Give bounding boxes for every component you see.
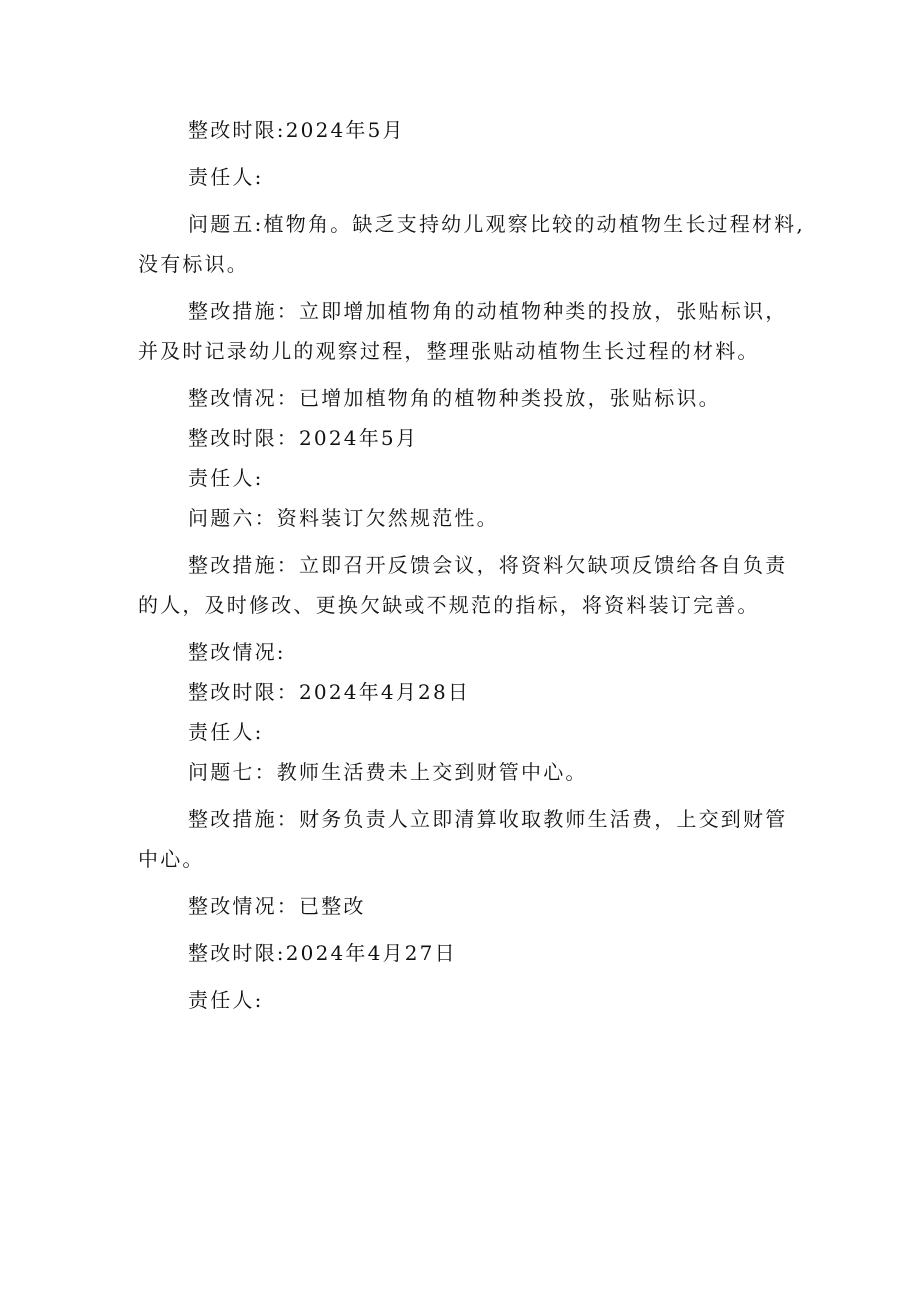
status-line: 整改情况：已整改 <box>188 894 366 918</box>
issue-five-continuation: 没有标识。 <box>138 252 249 276</box>
issue-seven-line: 问题七：教师生活费未上交到财管中心。 <box>188 760 588 784</box>
responsible-person-line: 责任人: <box>188 165 264 189</box>
status-line: 整改情况：已增加植物角的植物种类投放，张贴标识。 <box>188 386 721 410</box>
issue-five-line: 问题五:植物角。缺乏支持幼儿观察比较的动植物生长过程材料, <box>188 212 805 236</box>
measures-line: 整改措施：财务负责人立即清算收取教师生活费，上交到财管 <box>188 807 788 831</box>
responsible-person-line: 责任人: <box>188 466 264 490</box>
measures-line: 整改措施：立即召开反馈会议，将资料欠缺项反馈给各自负责 <box>188 553 788 577</box>
measures-continuation: 中心。 <box>138 847 205 871</box>
responsible-person-line: 责任人: <box>188 988 264 1012</box>
deadline-line: 整改时限：2024年5月 <box>188 426 419 450</box>
measures-continuation: 并及时记录幼儿的观察过程，整理张贴动植物生长过程的材料。 <box>138 339 760 363</box>
responsible-person-line: 责任人: <box>188 720 264 744</box>
document-body <box>138 110 805 1020</box>
status-line: 整改情况: <box>188 640 286 664</box>
deadline-line: 整改时限：2024年4月28日 <box>188 680 471 704</box>
issue-six-line: 问题六：资料装订欠然规范性。 <box>188 506 499 530</box>
measures-continuation: 的人，及时修改、更换欠缺或不规范的指标，将资料装订完善。 <box>138 593 760 617</box>
deadline-line: 整改时限:2024年5月 <box>188 118 405 142</box>
measures-line: 整改措施：立即增加植物角的动植物种类的投放，张贴标识， <box>188 299 788 323</box>
deadline-line: 整改时限:2024年4月27日 <box>188 941 457 965</box>
